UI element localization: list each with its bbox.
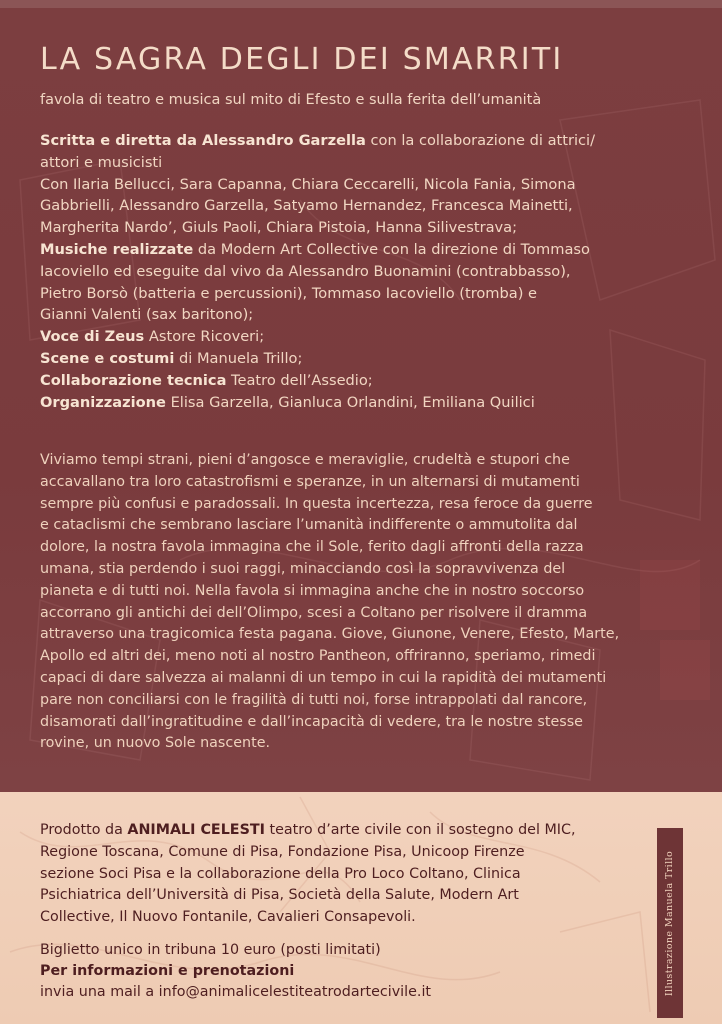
story-line: pianeta e di tutti noi. Nella favola si immagina anche che in nostro soccorso: [40, 582, 585, 599]
credit-text: da Modern Art Collective con la direzione di Tommaso: [193, 240, 590, 258]
story-line: Viviamo tempi strani, pieni d’angosce e meraviglie, crudeltà e stupori che: [40, 452, 570, 468]
story-line: Apollo ed altri dei, meno noti al nostro Pantheon, offriranno, speriamo, rimedi: [40, 648, 596, 665]
credits-line: Gianni Valenti (sax baritono);: [40, 306, 254, 324]
production-prefix: Prodotto da: [40, 822, 128, 838]
credits-line: [40, 392, 680, 414]
credits-line: [40, 370, 680, 392]
company-name: ANIMALI CELESTI: [127, 822, 265, 838]
credit-text: Teatro dell’Assedio;: [226, 371, 373, 389]
ticket-info: [40, 940, 640, 1003]
story-line: pare non conciliarsi con le fragilità di tutti noi, forse intrappolati dal rancore,: [40, 691, 588, 708]
credits-line: Iacoviello ed eseguite dal vivo da Alessandro Buonamini (contrabbasso),: [40, 262, 571, 280]
story-line: rovine, un nuovo Sole nascente.: [40, 735, 271, 752]
production-line: [40, 820, 640, 842]
credits-line: Con Ilaria Bellucci, Sara Capanna, Chiara Ceccarelli, Nicola Fania, Simona: [40, 175, 576, 193]
production-line: Psichiatrica dell’Università di Pisa, Società della Salute, Modern Art: [40, 887, 519, 904]
contact-email[interactable]: invia una mail a info@animalicelestiteatrodartecivile.it: [40, 984, 432, 1000]
info-label: [40, 961, 640, 982]
credit-label: Musiche realizzate: [40, 240, 194, 258]
story-line: attraverso una tragicomica festa pagana. Giove, Giunone, Venere, Efesto, Marte,: [40, 626, 620, 643]
credit-text: con la collaborazione di attrici/: [365, 132, 596, 149]
story-line: sempre più confusi e paradossali. In questa incertezza, resa feroce da guerre: [40, 495, 593, 512]
credits-line: [40, 348, 680, 370]
production-line: Collective, Il Nuovo Fontanile, Cavalieri Consapevoli.: [40, 909, 416, 926]
credit-label: Voce di Zeus: [40, 328, 145, 346]
production-line: Regione Toscana, Comune di Pisa, Fondazione Pisa, Unicoop Firenze: [40, 843, 525, 860]
story-paragraph: [40, 450, 690, 755]
production-text: teatro d’arte civile con il sostegno del MIC,: [264, 822, 576, 838]
credits-line: attori e musicisti: [40, 153, 163, 171]
credit-label: Scene e costumi: [40, 349, 175, 367]
credit-label: Collaborazione tecnica: [40, 371, 227, 389]
credit-text: Astore Ricoveri;: [144, 328, 265, 346]
story-line: umana, stia perdendo i suoi raggi, minacciando così la sopravvivenza del: [40, 560, 566, 577]
story-line: disamorati dall’ingratitudine e dall’incapacità di vedere, tra le nostre stesse: [40, 713, 583, 730]
credits-line: Pietro Borsò (batteria e percussioni), Tommaso Iacoviello (tromba) e: [40, 284, 538, 302]
illustration-credit-text: Illustrazione Manuela Trillo: [664, 850, 676, 996]
story-line: dolore, la nostra favola immagina che il Sole, ferito dagli affronti della razza: [40, 539, 584, 556]
info-label-text: Per informazioni e prenotazioni: [40, 963, 295, 979]
credits-line: [40, 326, 680, 348]
story-line: e cataclismi che sembrano lasciare l’umanità indifferente o ammutolita dal: [40, 517, 578, 534]
ticket-price: Biglietto unico in tribuna 10 euro (posti limitati): [40, 942, 381, 958]
story-line: capaci di dare salvezza ai malanni di un tempo in cui la rapidità dei mutamenti: [40, 669, 607, 686]
credit-label: Organizzazione: [40, 393, 166, 411]
credits-line: [40, 239, 680, 261]
credits-line: Gabbrielli, Alessandro Garzella, Satyamo Hernandez, Francesca Mainetti,: [40, 197, 573, 215]
story-line: accorrano gli antichi dei dell’Olimpo, scesi a Coltano per risolvere il dramma: [40, 604, 588, 621]
credits-block: [40, 130, 680, 413]
credit-text: di Manuela Trillo;: [174, 349, 303, 367]
credits-line: [40, 130, 680, 152]
story-line: accavallano tra loro catastrofismi e speranze, in un alternarsi di mutamenti: [40, 473, 580, 490]
production-line: sezione Soci Pisa e la collaborazione della Pro Loco Coltano, Clinica: [40, 865, 521, 882]
page-title: LA SAGRA DEGLI DEI SMARRITI: [40, 42, 564, 77]
credit-label: Scritta e diretta da Alessandro Garzella: [40, 132, 366, 149]
credit-text: Elisa Garzella, Gianluca Orlandini, Emiliana Quilici: [165, 393, 535, 411]
illustration-credit: [657, 828, 683, 1018]
production-info: [40, 820, 640, 929]
subtitle: favola di teatro e musica sul mito di Efesto e sulla ferita dell’umanità: [40, 92, 542, 108]
credits-line: Margherita Nardo’, Giuls Paoli, Chiara Pistoia, Hanna Silivestrava;: [40, 219, 518, 237]
